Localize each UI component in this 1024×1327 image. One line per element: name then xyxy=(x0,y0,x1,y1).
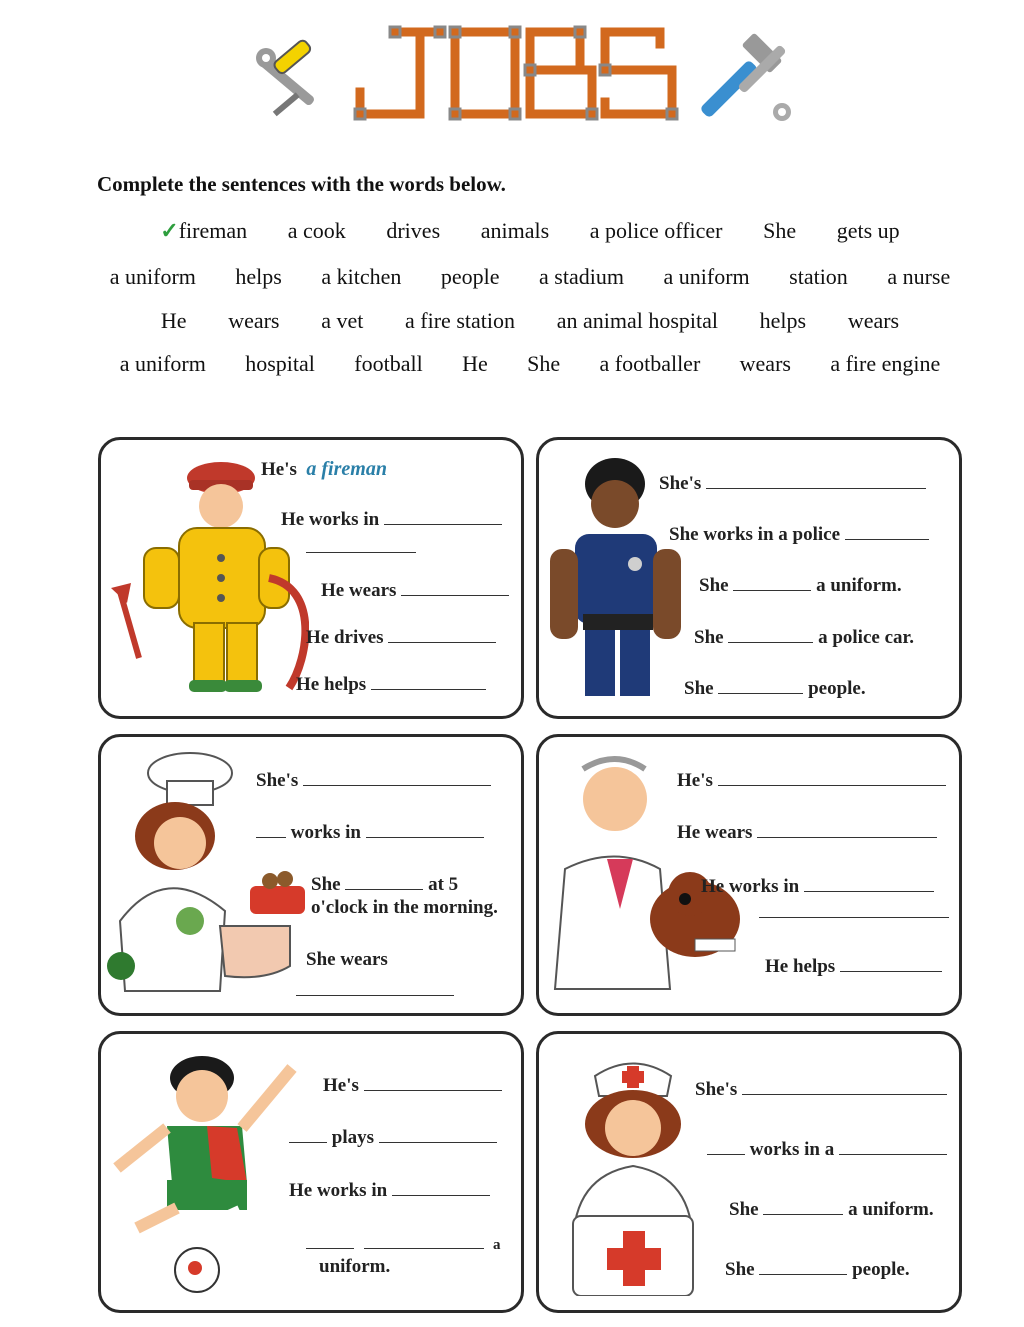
word-item: a kitchen xyxy=(321,264,402,289)
cook-line-1: She's xyxy=(256,767,491,792)
answer-blank[interactable] xyxy=(401,577,509,596)
fireman-line-5: He helps xyxy=(296,671,486,696)
fireman-line-3: He wears xyxy=(321,577,509,602)
fireman-line-1: He's a fireman xyxy=(261,458,387,480)
vet-line-2: He wears xyxy=(677,819,937,844)
answer-blank[interactable] xyxy=(728,624,813,643)
title-graphic xyxy=(0,14,1024,124)
instruction-text: Complete the sentences with the words below. xyxy=(97,172,506,196)
word-item: wears xyxy=(228,308,280,333)
answer-blank[interactable] xyxy=(392,1177,490,1196)
word-item: a fire engine xyxy=(830,351,941,376)
word-item: a footballer xyxy=(599,351,701,376)
word-item: station xyxy=(789,264,848,289)
answer-blank[interactable] xyxy=(256,819,286,838)
answer-blank[interactable] xyxy=(759,1256,847,1275)
answer-blank[interactable] xyxy=(718,767,946,786)
word-item: a cook xyxy=(287,218,346,243)
answer-blank[interactable] xyxy=(371,671,486,690)
word-item: ✓fireman xyxy=(160,218,248,243)
word-item: He xyxy=(160,308,187,333)
word-bank-row-3 xyxy=(140,308,920,334)
card-vet xyxy=(536,734,962,1016)
word-item: a vet xyxy=(321,308,364,333)
vet-line-4: He helps xyxy=(765,953,942,978)
card-police-officer xyxy=(536,437,962,719)
footballer-line-2: plays xyxy=(289,1124,497,1149)
police-line-2: She works in a police xyxy=(669,521,929,546)
vet-line-3: He works in xyxy=(701,873,934,898)
word-item: a uniform xyxy=(119,351,206,376)
cook-line-4b xyxy=(296,977,454,1002)
word-item: football xyxy=(354,351,423,376)
answer-blank[interactable] xyxy=(364,1230,484,1249)
word-item: She xyxy=(763,218,797,243)
fireman-line-4: He drives xyxy=(306,624,496,649)
word-item: a police officer xyxy=(589,218,723,243)
nurse-line-4: She people. xyxy=(725,1256,910,1281)
answer-blank[interactable] xyxy=(840,953,942,972)
nurse-line-2: works in a xyxy=(707,1136,947,1161)
word-item: gets up xyxy=(836,218,900,243)
answer-blank[interactable] xyxy=(384,506,502,525)
title-area xyxy=(0,14,1024,124)
answer-blank[interactable] xyxy=(763,1196,843,1215)
card-footballer xyxy=(98,1031,524,1313)
answer-blank[interactable] xyxy=(306,534,416,553)
cook-line-3c: o'clock in the morning. xyxy=(311,897,498,918)
word-item: a fire station xyxy=(405,308,515,333)
cook-line-2: works in xyxy=(256,819,484,844)
word-item: animals xyxy=(480,218,550,243)
word-item: wears xyxy=(739,351,791,376)
vet-line-1: He's xyxy=(677,767,946,792)
footballer-line-4: a xyxy=(306,1230,501,1255)
answer-blank[interactable] xyxy=(706,470,926,489)
word-bank-row-1 xyxy=(140,218,920,244)
answer-blank[interactable] xyxy=(306,1230,354,1249)
word-item: drives xyxy=(386,218,441,243)
example-answer: a fireman xyxy=(306,458,387,480)
answer-blank[interactable] xyxy=(364,1072,502,1091)
word-item: an animal hospital xyxy=(556,308,718,333)
word-item: a stadium xyxy=(539,264,624,289)
word-item: helps xyxy=(759,308,807,333)
answer-blank[interactable] xyxy=(804,873,934,892)
card-cook xyxy=(98,734,524,1016)
answer-blank[interactable] xyxy=(303,767,491,786)
nurse-line-1: She's xyxy=(695,1076,947,1101)
word-bank-row-4 xyxy=(100,351,960,377)
word-bank-row-2 xyxy=(90,264,970,290)
answer-blank[interactable] xyxy=(388,624,496,643)
cook-line-3: She at 5 xyxy=(311,871,458,896)
word-item: a nurse xyxy=(887,264,951,289)
fireman-line-2: He works in xyxy=(281,506,502,531)
answer-blank[interactable] xyxy=(742,1076,947,1095)
word-item: a uniform xyxy=(109,264,196,289)
title-letters xyxy=(360,32,672,114)
cook-line-4: She wears xyxy=(306,949,388,970)
fireman-illustration xyxy=(109,458,309,698)
fireman-line-2b xyxy=(306,534,416,559)
word-item: a uniform xyxy=(663,264,750,289)
answer-blank[interactable] xyxy=(757,819,937,838)
answer-blank[interactable] xyxy=(759,899,949,918)
check-icon: ✓ xyxy=(160,218,179,243)
tools-icon-right xyxy=(699,32,791,121)
answer-blank[interactable] xyxy=(366,819,484,838)
vet-line-3b xyxy=(759,899,949,924)
answer-blank[interactable] xyxy=(379,1124,497,1143)
footballer-line-1: He's xyxy=(323,1072,502,1097)
word-item: He xyxy=(462,351,488,376)
word-item: She xyxy=(527,351,561,376)
word-item: wears xyxy=(847,308,900,333)
nurse-line-3: She a uniform. xyxy=(729,1196,934,1221)
word-item: helps xyxy=(235,264,282,289)
footballer-illustration xyxy=(107,1048,307,1298)
answer-blank[interactable] xyxy=(733,572,811,591)
police-line-4: She a police car. xyxy=(694,624,914,649)
answer-blank[interactable] xyxy=(296,977,454,996)
footballer-line-4b: uniform. xyxy=(319,1256,391,1277)
answer-blank[interactable] xyxy=(345,871,423,890)
card-nurse xyxy=(536,1031,962,1313)
answer-blank[interactable] xyxy=(839,1136,947,1155)
word-item: hospital xyxy=(245,351,315,376)
card-fireman xyxy=(98,437,524,719)
answer-blank[interactable] xyxy=(718,675,803,694)
police-line-5: She people. xyxy=(684,675,866,700)
police-line-1: She's xyxy=(659,470,926,495)
answer-blank[interactable] xyxy=(845,521,929,540)
answer-blank[interactable] xyxy=(707,1136,745,1155)
tools-icon-left xyxy=(256,39,316,117)
word-item: people xyxy=(440,264,500,289)
footballer-line-3: He works in xyxy=(289,1177,490,1202)
police-line-3: She a uniform. xyxy=(699,572,902,597)
answer-blank[interactable] xyxy=(289,1124,327,1143)
